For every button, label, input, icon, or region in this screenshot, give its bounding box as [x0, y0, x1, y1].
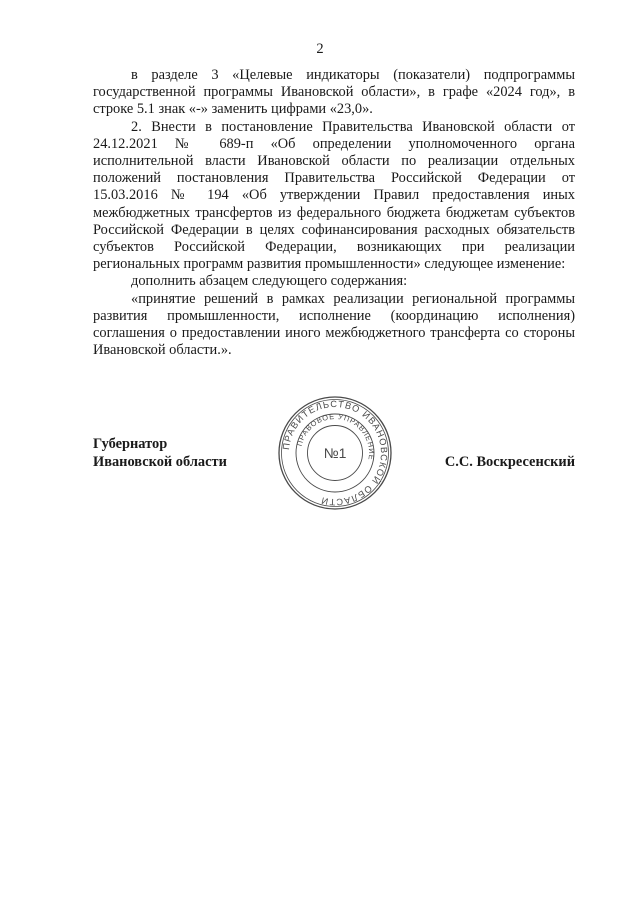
signatory-title-line2: Ивановской области	[93, 453, 227, 470]
paragraph-quoted-clause: «принятие решений в рамках реализации региональной программы развития промышленности, исполнение (координацию исполнения) соглашения о предоставлении иного межбюджетного трансферта со стороны Ивановской области.».	[93, 290, 575, 359]
official-seal-stamp	[277, 395, 393, 511]
seal-outer-ring-text: ПРАВИТЕЛЬСТВО ИВАНОВСКОЙ ОБЛАСТИ	[281, 398, 390, 508]
seal-graphic	[277, 395, 393, 511]
document-body	[93, 67, 575, 359]
paragraph-amendment-decree-689: 2. Внести в постановление Правительства Ивановской области от 24.12.2021 № 689-п «Об определении уполномоченного органа исполнительной власти Ивановской области по реализации отдельных положений постановления Правительства Российской Федерации от 15.03.2016 № 194 «Об утверждении Правил предоставления иных межбюджетных трансфертов из федерального бюджета бюджетам субъектов Российской Федерации в целях софинансирования расходных обязательств субъектов Российской Федерации, возникающих при реализации региональных программ развития промышленности» следующее изменение:	[93, 118, 575, 273]
seal-center-number: №1	[323, 445, 347, 461]
paragraph-amendment-section-3: в разделе 3 «Целевые индикаторы (показатели) подпрограммы государственной программы Ивановской области», в графе «2024 год», в строке 5.1 знак «-» заменить цифрами «23,0».	[93, 67, 575, 118]
seal-inner-ring-text: ПРАВОВОЕ УПРАВЛЕНИЕ	[294, 411, 377, 462]
page-number: 2	[316, 41, 324, 57]
signatory-name: С.С. Воскресенский	[444, 453, 575, 470]
paragraph-add-clause: дополнить абзацем следующего содержания:	[131, 273, 408, 290]
signatory-title	[93, 436, 227, 471]
signatory-title-line1: Губернатор	[93, 436, 168, 452]
